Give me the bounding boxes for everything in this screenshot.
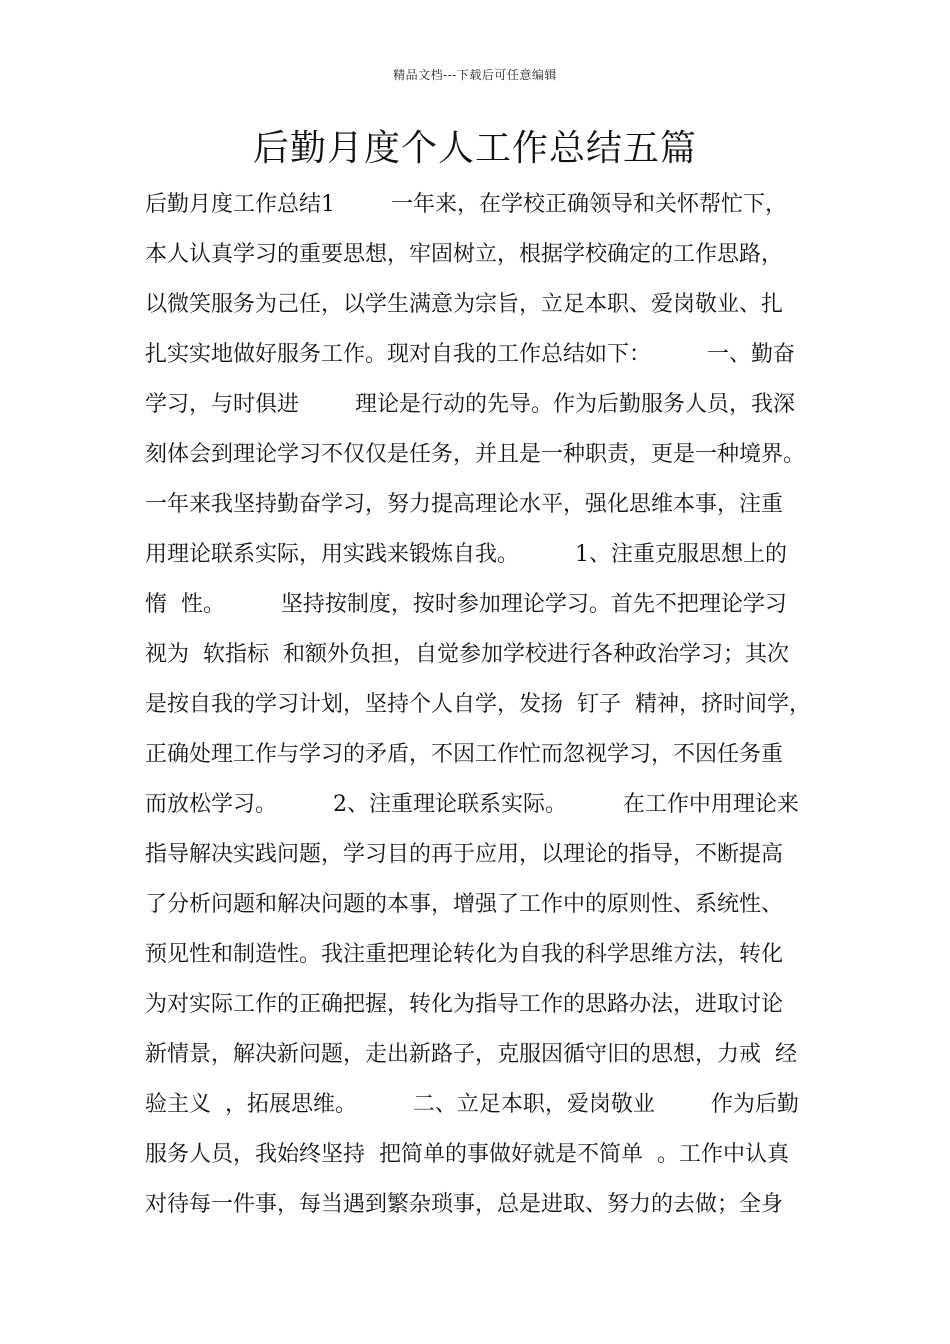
- body-line: 视为 软指标 和额外负担，自觉参加学校进行各种政治学习；其次: [145, 642, 789, 667]
- header-note: 精品文档---下载后可任意编辑: [393, 68, 557, 82]
- body-line: 正确处理工作与学习的矛盾，不因工作忙而忽视学习，不因任务重: [145, 742, 784, 767]
- body-line: 服务人员，我始终坚持 把简单的事做好就是不简单 。工作中认真: [145, 1142, 789, 1167]
- body-line: 对待每一件事，每当遇到繁杂琐事，总是进取、努力的去做；全身: [145, 1192, 784, 1217]
- body-line: 刻体会到理论学习不仅仅是任务，并且是一种职责，更是一种境界。: [145, 442, 806, 467]
- body-line: 后勤月度工作总结1 一年来，在学校正确领导和关怀帮忙下，: [145, 192, 787, 217]
- body-line: 本人认真学习的重要思想，牢固树立，根据学校确定的工作思路，: [145, 242, 784, 267]
- body-line: 扎实实地做好服务工作。现对自我的工作总结如下： 一、勤奋: [145, 342, 795, 367]
- body-line: 惰 性。 坚持按制度，按时参加理论学习。首先不把理论学习: [145, 592, 787, 617]
- body-line: 了分析问题和解决问题的本事，增强了工作中的原则性、系统性、: [145, 892, 784, 917]
- body-line: 是按自我的学习计划，坚持个人自学，发扬 钉子 精神，挤时间学，: [145, 692, 811, 717]
- body-line: 用理论联系实际，用实践来锻炼自我。 1、注重克服思想上的: [145, 542, 787, 567]
- body-line: 指导解决实践问题，学习目的再于应用，以理论的指导，不断提高: [145, 842, 784, 867]
- body-line: 学习，与时俱进 理论是行动的先导。作为后勤服务人员，我深: [145, 392, 795, 417]
- body-line: 一年来我坚持勤奋学习，努力提高理论水平，强化思维本事，注重: [145, 492, 784, 517]
- document-title: 后勤月度个人工作总结五篇: [252, 128, 697, 169]
- body-line: 以微笑服务为己任，以学生满意为宗旨，立足本职、爱岗敬业、扎: [145, 292, 784, 317]
- body-text: [145, 180, 835, 1230]
- body-line: 新情景，解决新问题，走出新路子，克服因循守旧的思想，力戒 经: [145, 1042, 797, 1067]
- body-line: 预见性和制造性。我注重把理论转化为自我的科学思维方法，转化: [145, 942, 784, 967]
- body-line: 而放松学习。 2、注重理论联系实际。 在工作中用理论来: [145, 792, 799, 817]
- body-line: 验主义 ，拓展思维。 二、立足本职，爱岗敬业 作为后勤: [145, 1092, 799, 1117]
- body-line: 为对实际工作的正确把握，转化为指导工作的思路办法，进取讨论: [145, 992, 784, 1017]
